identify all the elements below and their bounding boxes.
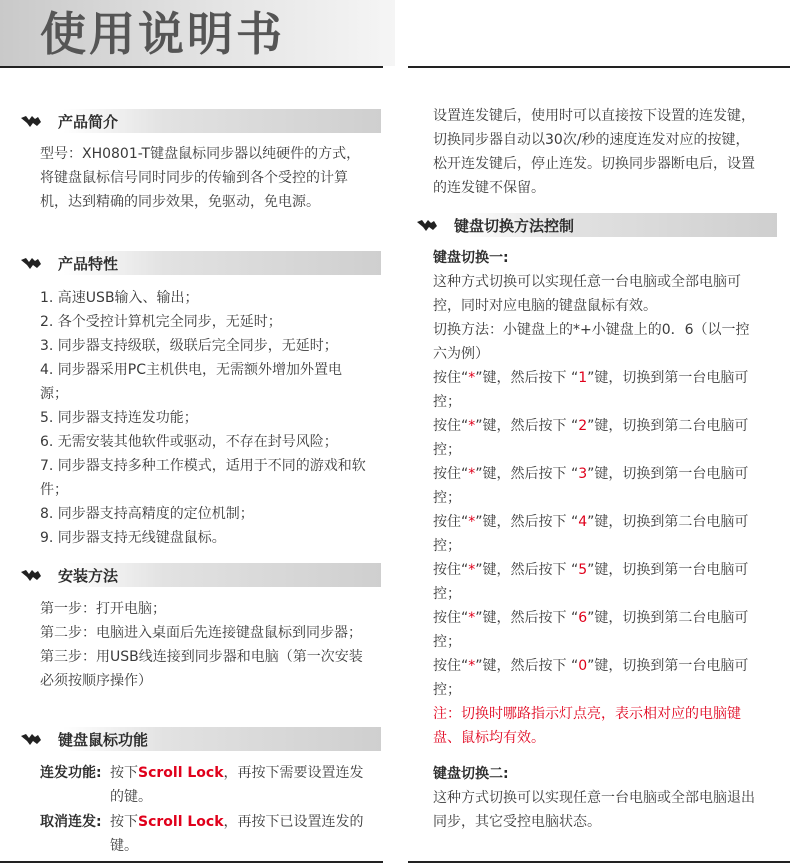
switch-press: 按住“*”键，然后按下 “5”键，切换到第一台电脑可控；: [433, 562, 749, 602]
feature-item: 6. 无需安装其他软件或驱动，不存在封号风险；: [40, 434, 338, 450]
divider-right-top: [408, 66, 790, 68]
feature-item: 5. 同步器支持连发功能；: [40, 410, 198, 426]
kbm-row: [40, 761, 366, 809]
install-heading: 安装方法: [58, 566, 119, 585]
kbm-row: [40, 810, 366, 858]
switch-block-1: [433, 246, 759, 750]
section-header-intro: [20, 109, 381, 133]
switch-press: 按住“*”键，然后按下 “3”键，切换到第一台电脑可控；: [433, 466, 749, 506]
install-step: 第一步：打开电脑；: [40, 601, 166, 617]
switch-press: 按住“*”键，然后按下 “4”键，切换到第二台电脑可控；: [433, 514, 749, 554]
switch-note: 注：切换时哪路指示灯点亮，表示相对应的电脑键盘、鼠标均有效。: [433, 706, 741, 746]
switch-sub1-title: 键盘切换一:: [433, 250, 509, 266]
switch-method: 切换方法：小键盘上的*+小键盘上的0．6（以一控六为例）: [433, 322, 750, 362]
divider-right-bottom: [408, 861, 790, 863]
intro-text: 型号：XH0801-T键盘鼠标同步器以纯硬件的方式，将键盘鼠标信号同时同步的传输到各个受控的计算机，达到精确的同步效果，免驱动，免电源。: [40, 146, 361, 210]
burst-continued-text: 设置连发键后，使用时可以直接按下设置的连发键，切换同步器自动以30次/秒的速度连发对应的按键，松开连发键后，停止连发。切换同步器断电后，设置的连发键不保留。: [433, 108, 755, 196]
kbm-term: 取消连发:: [40, 814, 102, 830]
divider-left-top: [0, 66, 383, 68]
feature-item: 3. 同步器支持级联，级联后完全同步，无延时；: [40, 338, 338, 354]
install-step: 第二步：电脑进入桌面后先连接键盘鼠标到同步器；: [40, 625, 362, 641]
section-header-features: [20, 251, 381, 275]
hand-pointer-icon: [20, 256, 42, 270]
section-header-kbm: [20, 727, 381, 751]
switch-press: 按住“*”键，然后按下 “0”键，切换到第一台电脑可控；: [433, 658, 749, 698]
kbm-text: 按下: [110, 765, 138, 781]
switch-press: 按住“*”键，然后按下 “1”键，切换到第一台电脑可控；: [433, 370, 749, 410]
divider-left-bottom: [0, 861, 383, 863]
kbm-term: 连发功能:: [40, 765, 102, 781]
switch-sub1-text: 这种方式切换可以实现任意一台电脑或全部电脑可控，同时对应电脑的键盘鼠标有效。: [433, 274, 741, 314]
switch-block-2: [433, 762, 759, 834]
section-header-switch: [416, 213, 777, 237]
feature-item: 4. 同步器采用PC主机供电，无需额外增加外置电源；: [40, 362, 343, 402]
hand-pointer-icon: [20, 568, 42, 582]
hand-pointer-icon: [20, 732, 42, 746]
hand-pointer-icon: [20, 114, 42, 128]
switch-sub2-text: 这种方式切换可以实现任意一台电脑或全部电脑退出同步，其它受控电脑状态。: [433, 790, 755, 830]
hand-pointer-icon: [416, 218, 438, 232]
install-steps: [40, 597, 366, 693]
feature-item: 2. 各个受控计算机完全同步，无延时；: [40, 314, 282, 330]
features-list: [40, 286, 366, 550]
scroll-lock-key: Scroll Lock: [138, 765, 224, 781]
switch-press: 按住“*”键，然后按下 “2”键，切换到第二台电脑可控；: [433, 418, 749, 458]
kbm-text: ，再按下已设置连发的键。: [110, 814, 364, 854]
feature-item: 7. 同步器支持多种工作模式，适用于不同的游戏和软件；: [40, 458, 366, 498]
section-header-install: [20, 563, 381, 587]
feature-item: 8. 同步器支持高精度的定位机制；: [40, 506, 254, 522]
scroll-lock-key: Scroll Lock: [138, 814, 224, 830]
page-title: 使用说明书: [40, 7, 285, 61]
feature-item: 1. 高速USB输入、输出；: [40, 290, 199, 306]
switch-sub2-title: 键盘切换二:: [433, 766, 509, 782]
intro-heading: 产品简介: [58, 112, 119, 131]
kbm-heading: 键盘鼠标功能: [58, 730, 149, 749]
kbm-text: ，再按下需要设置连发的键。: [110, 765, 364, 805]
install-step: 第三步：用USB线连接到同步器和电脑（第一次安装必须按顺序操作）: [40, 649, 363, 689]
switch-heading: 键盘切换方法控制: [454, 216, 575, 235]
features-heading: 产品特性: [58, 254, 119, 273]
feature-item: 9. 同步器支持无线键盘鼠标。: [40, 530, 226, 546]
kbm-text: 按下: [110, 814, 138, 830]
switch-press: 按住“*”键，然后按下 “6”键，切换到第二台电脑可控；: [433, 610, 749, 650]
